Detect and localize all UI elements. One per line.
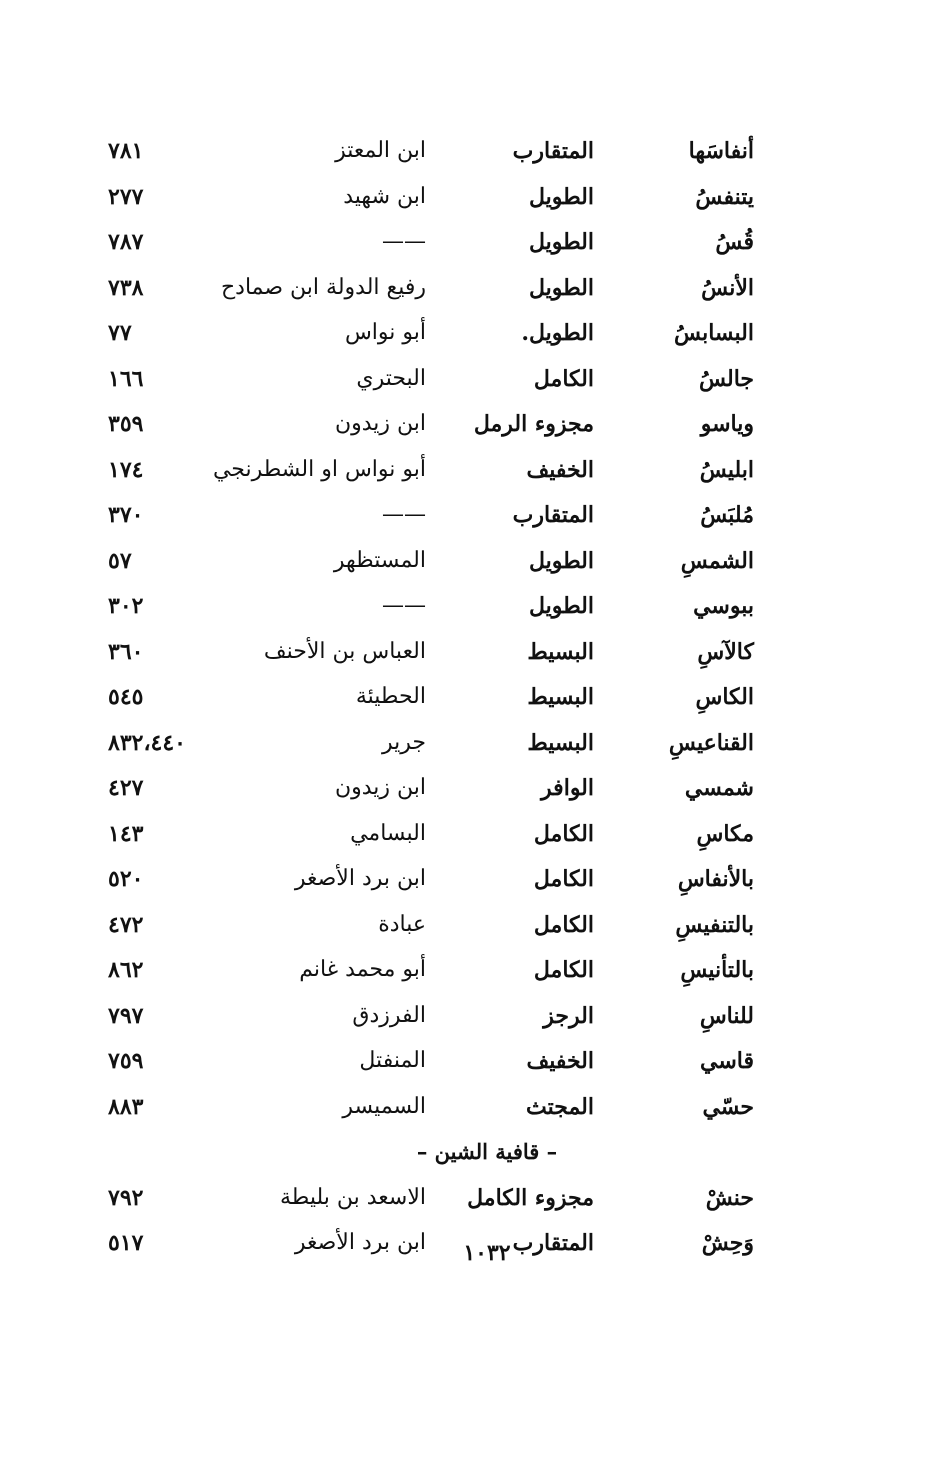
meter: الطويل <box>528 229 594 255</box>
index-row <box>0 904 944 950</box>
index-row <box>0 1040 944 1086</box>
meter: الطويل <box>528 593 594 619</box>
poet: الفرزدق <box>352 1002 426 1028</box>
page-number: ٧٨٧ <box>108 229 144 255</box>
rhyme-word: يتنفسُ <box>695 183 754 210</box>
poet: —— <box>382 229 426 254</box>
poet: المنفتل <box>359 1048 426 1073</box>
index-row <box>0 176 944 222</box>
index-row <box>0 767 944 813</box>
meter: الكامل <box>533 820 594 847</box>
index-row <box>0 631 944 677</box>
index-row <box>0 267 944 313</box>
meter: الطويل <box>528 547 594 574</box>
page-number: ٧٥٩ <box>108 1048 144 1074</box>
section-heading-row <box>0 1131 944 1177</box>
rhyme-word: أنفاسَها <box>688 138 754 164</box>
index-row <box>0 949 944 995</box>
page-number: ١٧٤ <box>108 456 144 483</box>
meter: الكامل <box>533 866 594 892</box>
meter: الخفيف <box>526 1048 594 1074</box>
page-number: ١٤٣ <box>108 820 144 847</box>
index-row <box>0 813 944 859</box>
poet: رفيع الدولة ابن صمادح <box>220 274 426 300</box>
rhyme-word: الأنسُ <box>701 274 754 301</box>
page-number: ٥٢٠ <box>108 866 144 892</box>
meter: البسيط <box>527 729 594 756</box>
poet: ابن زيدون <box>334 411 426 436</box>
meter: الخفيف <box>526 456 594 483</box>
meter: المتقارب <box>512 1230 594 1256</box>
page-number: ٥١٧ <box>108 1230 144 1256</box>
rhyme-word: مُلبَسُ <box>700 502 754 528</box>
index-row <box>0 676 944 722</box>
rhyme-word: وياسو <box>700 411 754 437</box>
page-number: ١٦٦ <box>108 365 144 392</box>
meter: المجتث <box>526 1093 594 1120</box>
page-number: ٢٧٧ <box>108 183 144 210</box>
meter: الرجز <box>543 1002 594 1029</box>
rhyme-word: الكاسِ <box>695 684 754 710</box>
rhyme-word: قاسي <box>700 1048 754 1074</box>
rhyme-word: جالسُ <box>698 365 754 392</box>
rhyme-word: الشمسِ <box>680 547 754 574</box>
meter: البسيط <box>527 638 594 665</box>
meter: البسيط <box>527 684 594 710</box>
rhyme-word: مكاسِ <box>696 820 754 847</box>
poet: العباس بن الأحنف <box>263 638 426 664</box>
poet: البحتري <box>356 365 426 391</box>
poet: أبو نواس او الشطرنجي <box>212 456 426 482</box>
meter: الكامل <box>533 365 594 392</box>
index-row <box>0 1086 944 1132</box>
poet: ابن شهيد <box>343 183 426 209</box>
meter: الكامل <box>533 911 594 938</box>
poet: المستظهر <box>333 547 426 573</box>
page-number: ٥٤٥ <box>108 684 144 710</box>
rhyme-word: حسّي <box>702 1093 754 1120</box>
index-row <box>0 312 944 358</box>
index-row <box>0 130 944 176</box>
poet: ابن برد الأصغر <box>294 866 426 891</box>
folio-page-number: ١٠٣٢ <box>463 1240 511 1266</box>
section-heading: – قافية الشين – <box>416 1139 558 1164</box>
meter: الطويل <box>528 274 594 301</box>
poet: —— <box>382 593 426 618</box>
page-number: ٧٧ <box>108 320 132 346</box>
meter: الكامل <box>533 957 594 983</box>
poet: البسامي <box>350 820 426 846</box>
poet: —— <box>382 502 426 527</box>
poet: أبو محمد غانم <box>299 957 426 982</box>
index-row <box>0 858 944 904</box>
page-number: ٨٣٢،٤٤٠ <box>108 729 186 756</box>
rhyme-word: كالآسِ <box>697 638 754 665</box>
page-number: ٨٦٢ <box>108 957 144 983</box>
page-number: ٣٦٠ <box>108 638 144 665</box>
rhyme-word: بالأنفاسِ <box>677 866 754 892</box>
rhyme-word: بالتأنيسِ <box>680 957 754 983</box>
meter: مجزوء الرمل <box>473 411 594 437</box>
meter: المتقارب <box>512 138 594 164</box>
rhyme-word: حنشْ <box>705 1184 754 1211</box>
page-number: ٧٩٧ <box>108 1002 144 1029</box>
index-row <box>0 221 944 267</box>
poet: الاسعد بن بليطة <box>280 1184 426 1210</box>
poet: جرير <box>382 729 426 755</box>
index-row <box>0 403 944 449</box>
index-row <box>0 449 944 495</box>
rhyme-word: بالتنفيسِ <box>675 911 754 938</box>
rhyme-word: البسابسُ <box>674 320 754 346</box>
poet: ابن برد الأصغر <box>294 1230 426 1255</box>
meter: الطويل <box>528 183 594 210</box>
meter: الوافر <box>541 775 594 801</box>
poet: عبادة <box>378 911 426 937</box>
page-number: ٣٠٢ <box>108 593 144 619</box>
page-number: ٣٧٠ <box>108 502 144 528</box>
rhyme-word: وَحِشْ <box>701 1230 754 1256</box>
rhyme-word: ببوسي <box>693 593 754 619</box>
page-number: ٨٨٣ <box>108 1093 144 1120</box>
index-row <box>0 358 944 404</box>
page-number: ٥٧ <box>108 547 132 574</box>
rhyme-index-list <box>0 130 944 1268</box>
meter: الطويل. <box>521 320 594 346</box>
rhyme-word: القناعيسِ <box>668 729 754 756</box>
poet: الحطيئة <box>355 684 426 709</box>
rhyme-word: للناسِ <box>699 1002 754 1029</box>
page-number: ٤٧٢ <box>108 911 144 938</box>
page-number: ٤٢٧ <box>108 775 144 801</box>
poet: ابن المعتز <box>335 138 426 163</box>
poet: ابن زيدون <box>334 775 426 800</box>
index-row <box>0 722 944 768</box>
page-number: ٧٨١ <box>108 138 144 164</box>
page-number: ٧٣٨ <box>108 274 144 301</box>
rhyme-word: ابليسُ <box>699 456 754 483</box>
index-row <box>0 585 944 631</box>
index-row <box>0 995 944 1041</box>
poet: أبو نواس <box>344 320 426 345</box>
rhyme-word: شمسي <box>684 775 754 801</box>
meter: المتقارب <box>512 502 594 528</box>
page-number: ٣٥٩ <box>108 411 144 437</box>
meter: مجزوء الكامل <box>467 1184 594 1211</box>
rhyme-word: قُسُ <box>715 229 754 255</box>
index-row <box>0 494 944 540</box>
index-row <box>0 1177 944 1223</box>
page-number: ٧٩٢ <box>108 1184 144 1211</box>
poet: السميسر <box>342 1093 426 1119</box>
index-row <box>0 540 944 586</box>
